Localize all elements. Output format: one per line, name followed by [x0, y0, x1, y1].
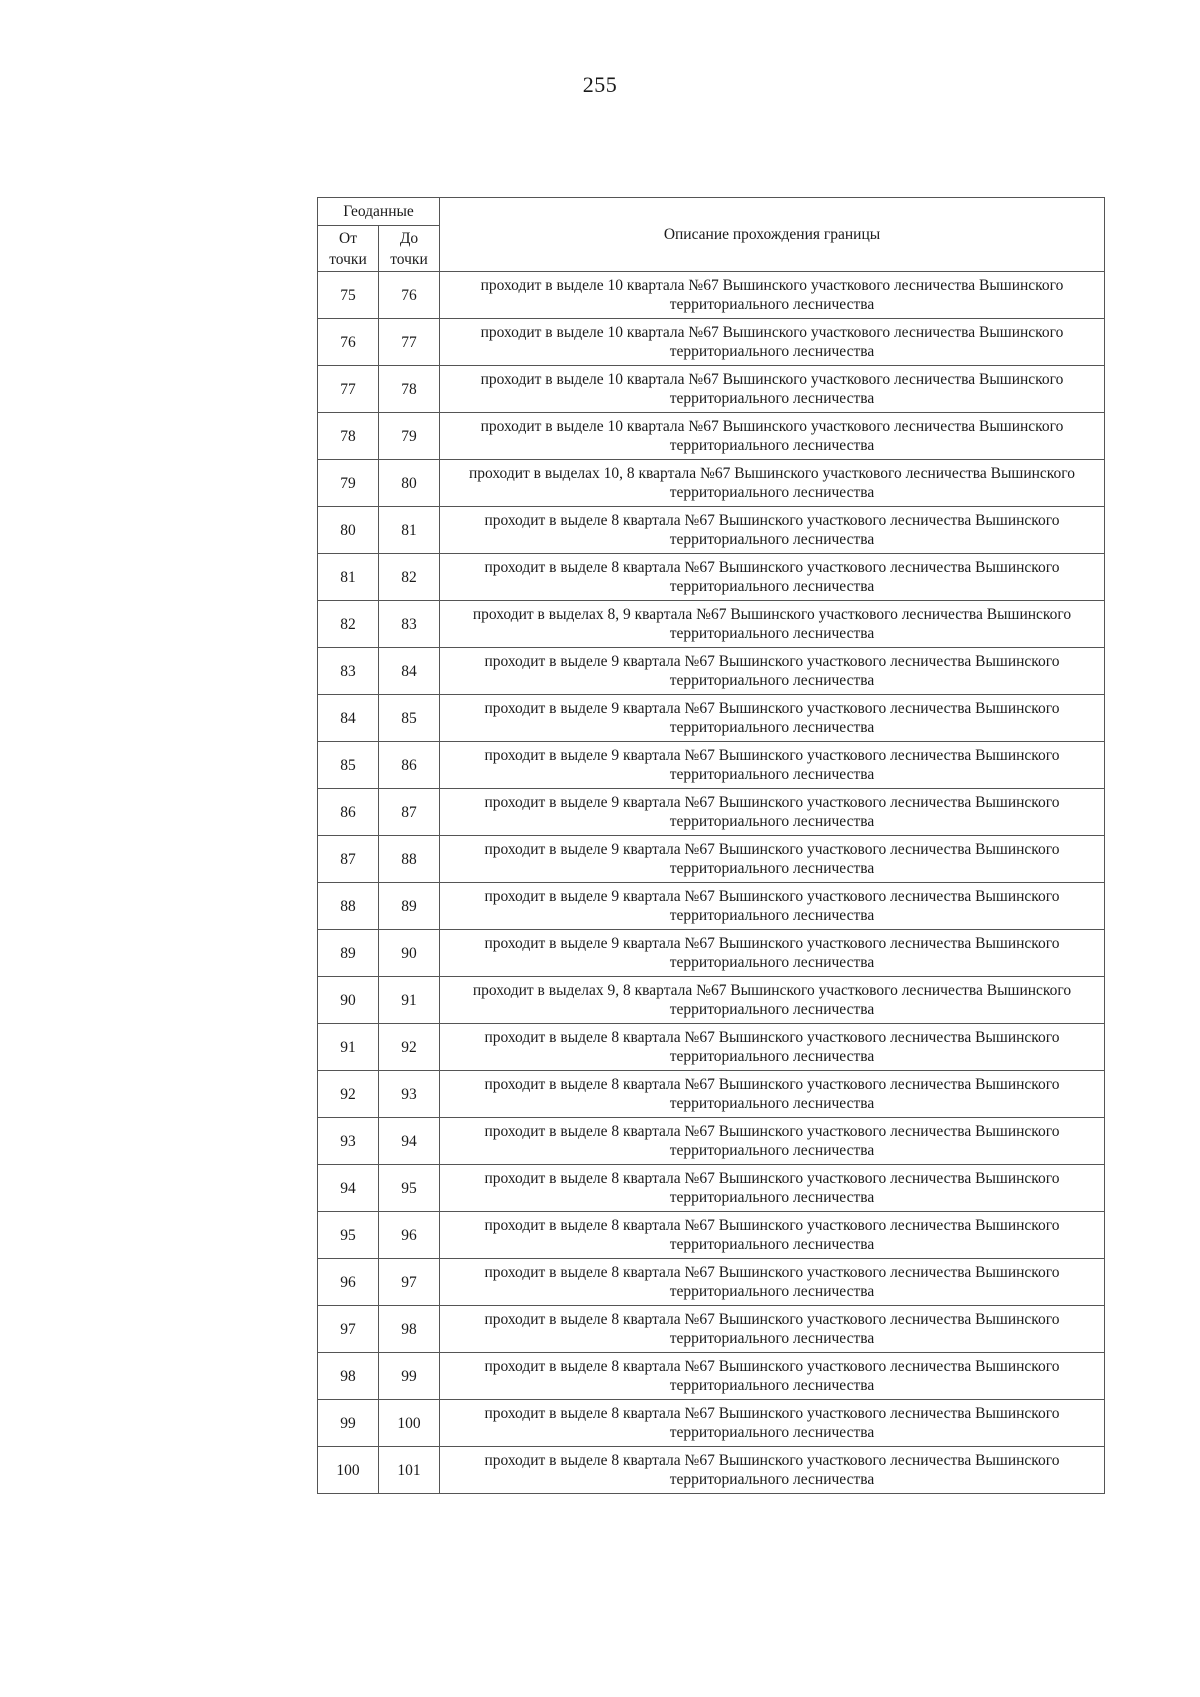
- description-cell: проходит в выделе 8 квартала №67 Вышинского участкового лесничества Вышинского территориального лесничества: [440, 1165, 1105, 1212]
- description-cell: проходит в выделе 10 квартала №67 Вышинского участкового лесничества Вышинского территориального лесничества: [440, 319, 1105, 366]
- from-point-cell: 99: [318, 1400, 379, 1447]
- from-point-cell: 81: [318, 554, 379, 601]
- table-body: [318, 272, 1105, 1494]
- table-header: [318, 198, 1105, 272]
- to-point-cell: 82: [379, 554, 440, 601]
- from-point-cell: 78: [318, 413, 379, 460]
- to-point-cell: 92: [379, 1024, 440, 1071]
- description-cell: проходит в выделе 9 квартала №67 Вышинского участкового лесничества Вышинского территориального лесничества: [440, 930, 1105, 977]
- from-point-cell: 100: [318, 1447, 379, 1494]
- description-cell: проходит в выделах 10, 8 квартала №67 Вышинского участкового лесничества Вышинского территориального лесничества: [440, 460, 1105, 507]
- to-point-cell: 98: [379, 1306, 440, 1353]
- description-cell: проходит в выделе 8 квартала №67 Вышинского участкового лесничества Вышинского территориального лесничества: [440, 1447, 1105, 1494]
- table-row: [318, 1447, 1105, 1494]
- description-cell: проходит в выделе 8 квартала №67 Вышинского участкового лесничества Вышинского территориального лесничества: [440, 1259, 1105, 1306]
- from-point-cell: 97: [318, 1306, 379, 1353]
- table-row: [318, 272, 1105, 319]
- from-point-cell: 80: [318, 507, 379, 554]
- description-cell: проходит в выделе 8 квартала №67 Вышинского участкового лесничества Вышинского территориального лесничества: [440, 554, 1105, 601]
- to-point-header: До точки: [379, 226, 440, 272]
- from-point-cell: 85: [318, 742, 379, 789]
- description-cell: проходит в выделе 8 квартала №67 Вышинского участкового лесничества Вышинского территориального лесничества: [440, 507, 1105, 554]
- description-cell: проходит в выделе 9 квартала №67 Вышинского участкового лесничества Вышинского территориального лесничества: [440, 742, 1105, 789]
- to-point-cell: 81: [379, 507, 440, 554]
- from-point-cell: 77: [318, 366, 379, 413]
- table-row: [318, 836, 1105, 883]
- from-point-cell: 87: [318, 836, 379, 883]
- boundary-table: [317, 197, 1105, 1494]
- to-point-cell: 87: [379, 789, 440, 836]
- from-point-cell: 93: [318, 1118, 379, 1165]
- table-row: [318, 695, 1105, 742]
- from-point-cell: 94: [318, 1165, 379, 1212]
- table-row: [318, 742, 1105, 789]
- from-point-cell: 98: [318, 1353, 379, 1400]
- from-point-cell: 79: [318, 460, 379, 507]
- description-cell: проходит в выделе 8 квартала №67 Вышинского участкового лесничества Вышинского территориального лесничества: [440, 1118, 1105, 1165]
- table-row: [318, 1071, 1105, 1118]
- description-cell: проходит в выделе 9 квартала №67 Вышинского участкового лесничества Вышинского территориального лесничества: [440, 836, 1105, 883]
- table-row: [318, 1212, 1105, 1259]
- from-point-cell: 90: [318, 977, 379, 1024]
- table-row: [318, 1259, 1105, 1306]
- table-row: [318, 977, 1105, 1024]
- to-point-cell: 100: [379, 1400, 440, 1447]
- to-point-cell: 77: [379, 319, 440, 366]
- table-row: [318, 413, 1105, 460]
- description-header: Описание прохождения границы: [440, 198, 1105, 272]
- to-point-cell: 79: [379, 413, 440, 460]
- to-point-cell: 90: [379, 930, 440, 977]
- from-point-cell: 86: [318, 789, 379, 836]
- table-row: [318, 1118, 1105, 1165]
- to-point-cell: 93: [379, 1071, 440, 1118]
- from-point-cell: 75: [318, 272, 379, 319]
- table-row: [318, 1165, 1105, 1212]
- from-point-cell: 92: [318, 1071, 379, 1118]
- table-row: [318, 789, 1105, 836]
- to-point-cell: 95: [379, 1165, 440, 1212]
- from-point-cell: 82: [318, 601, 379, 648]
- description-cell: проходит в выделе 8 квартала №67 Вышинского участкового лесничества Вышинского территориального лесничества: [440, 1353, 1105, 1400]
- description-cell: проходит в выделе 8 квартала №67 Вышинского участкового лесничества Вышинского территориального лесничества: [440, 1024, 1105, 1071]
- from-point-cell: 91: [318, 1024, 379, 1071]
- to-point-cell: 94: [379, 1118, 440, 1165]
- description-cell: проходит в выделе 8 квартала №67 Вышинского участкового лесничества Вышинского территориального лесничества: [440, 1212, 1105, 1259]
- table-row: [318, 1024, 1105, 1071]
- from-point-cell: 76: [318, 319, 379, 366]
- description-cell: проходит в выделе 9 квартала №67 Вышинского участкового лесничества Вышинского территориального лесничества: [440, 789, 1105, 836]
- from-point-cell: 83: [318, 648, 379, 695]
- table-row: [318, 1400, 1105, 1447]
- to-point-cell: 80: [379, 460, 440, 507]
- to-point-cell: 91: [379, 977, 440, 1024]
- to-point-cell: 84: [379, 648, 440, 695]
- to-point-cell: 101: [379, 1447, 440, 1494]
- table-row: [318, 930, 1105, 977]
- table-row: [318, 1353, 1105, 1400]
- table-row: [318, 319, 1105, 366]
- description-cell: проходит в выделе 10 квартала №67 Вышинского участкового лесничества Вышинского территориального лесничества: [440, 413, 1105, 460]
- description-cell: проходит в выделе 10 квартала №67 Вышинского участкового лесничества Вышинского территориального лесничества: [440, 272, 1105, 319]
- table-row: [318, 554, 1105, 601]
- from-point-cell: 84: [318, 695, 379, 742]
- description-cell: проходит в выделах 8, 9 квартала №67 Вышинского участкового лесничества Вышинского территориального лесничества: [440, 601, 1105, 648]
- to-point-cell: 96: [379, 1212, 440, 1259]
- geodata-group-header: Геоданные: [318, 198, 440, 226]
- description-cell: проходит в выделе 10 квартала №67 Вышинского участкового лесничества Вышинского территориального лесничества: [440, 366, 1105, 413]
- page-number: 255: [582, 72, 618, 97]
- to-point-cell: 97: [379, 1259, 440, 1306]
- table-row: [318, 366, 1105, 413]
- to-point-cell: 83: [379, 601, 440, 648]
- to-point-cell: 88: [379, 836, 440, 883]
- description-cell: проходит в выделе 9 квартала №67 Вышинского участкового лесничества Вышинского территориального лесничества: [440, 883, 1105, 930]
- to-point-cell: 76: [379, 272, 440, 319]
- from-point-header: От точки: [318, 226, 379, 272]
- description-cell: проходит в выделе 8 квартала №67 Вышинского участкового лесничества Вышинского территориального лесничества: [440, 1306, 1105, 1353]
- to-point-cell: 85: [379, 695, 440, 742]
- table-row: [318, 460, 1105, 507]
- table-row: [318, 883, 1105, 930]
- description-cell: проходит в выделах 9, 8 квартала №67 Вышинского участкового лесничества Вышинского территориального лесничества: [440, 977, 1105, 1024]
- table-row: [318, 601, 1105, 648]
- from-point-cell: 89: [318, 930, 379, 977]
- table-row: [318, 507, 1105, 554]
- table-row: [318, 648, 1105, 695]
- description-cell: проходит в выделе 9 квартала №67 Вышинского участкового лесничества Вышинского территориального лесничества: [440, 648, 1105, 695]
- table-row: [318, 1306, 1105, 1353]
- description-cell: проходит в выделе 8 квартала №67 Вышинского участкового лесничества Вышинского территориального лесничества: [440, 1071, 1105, 1118]
- to-point-cell: 99: [379, 1353, 440, 1400]
- from-point-cell: 88: [318, 883, 379, 930]
- to-point-cell: 89: [379, 883, 440, 930]
- from-point-cell: 96: [318, 1259, 379, 1306]
- to-point-cell: 86: [379, 742, 440, 789]
- description-cell: проходит в выделе 9 квартала №67 Вышинского участкового лесничества Вышинского территориального лесничества: [440, 695, 1105, 742]
- to-point-cell: 78: [379, 366, 440, 413]
- description-cell: проходит в выделе 8 квартала №67 Вышинского участкового лесничества Вышинского территориального лесничества: [440, 1400, 1105, 1447]
- from-point-cell: 95: [318, 1212, 379, 1259]
